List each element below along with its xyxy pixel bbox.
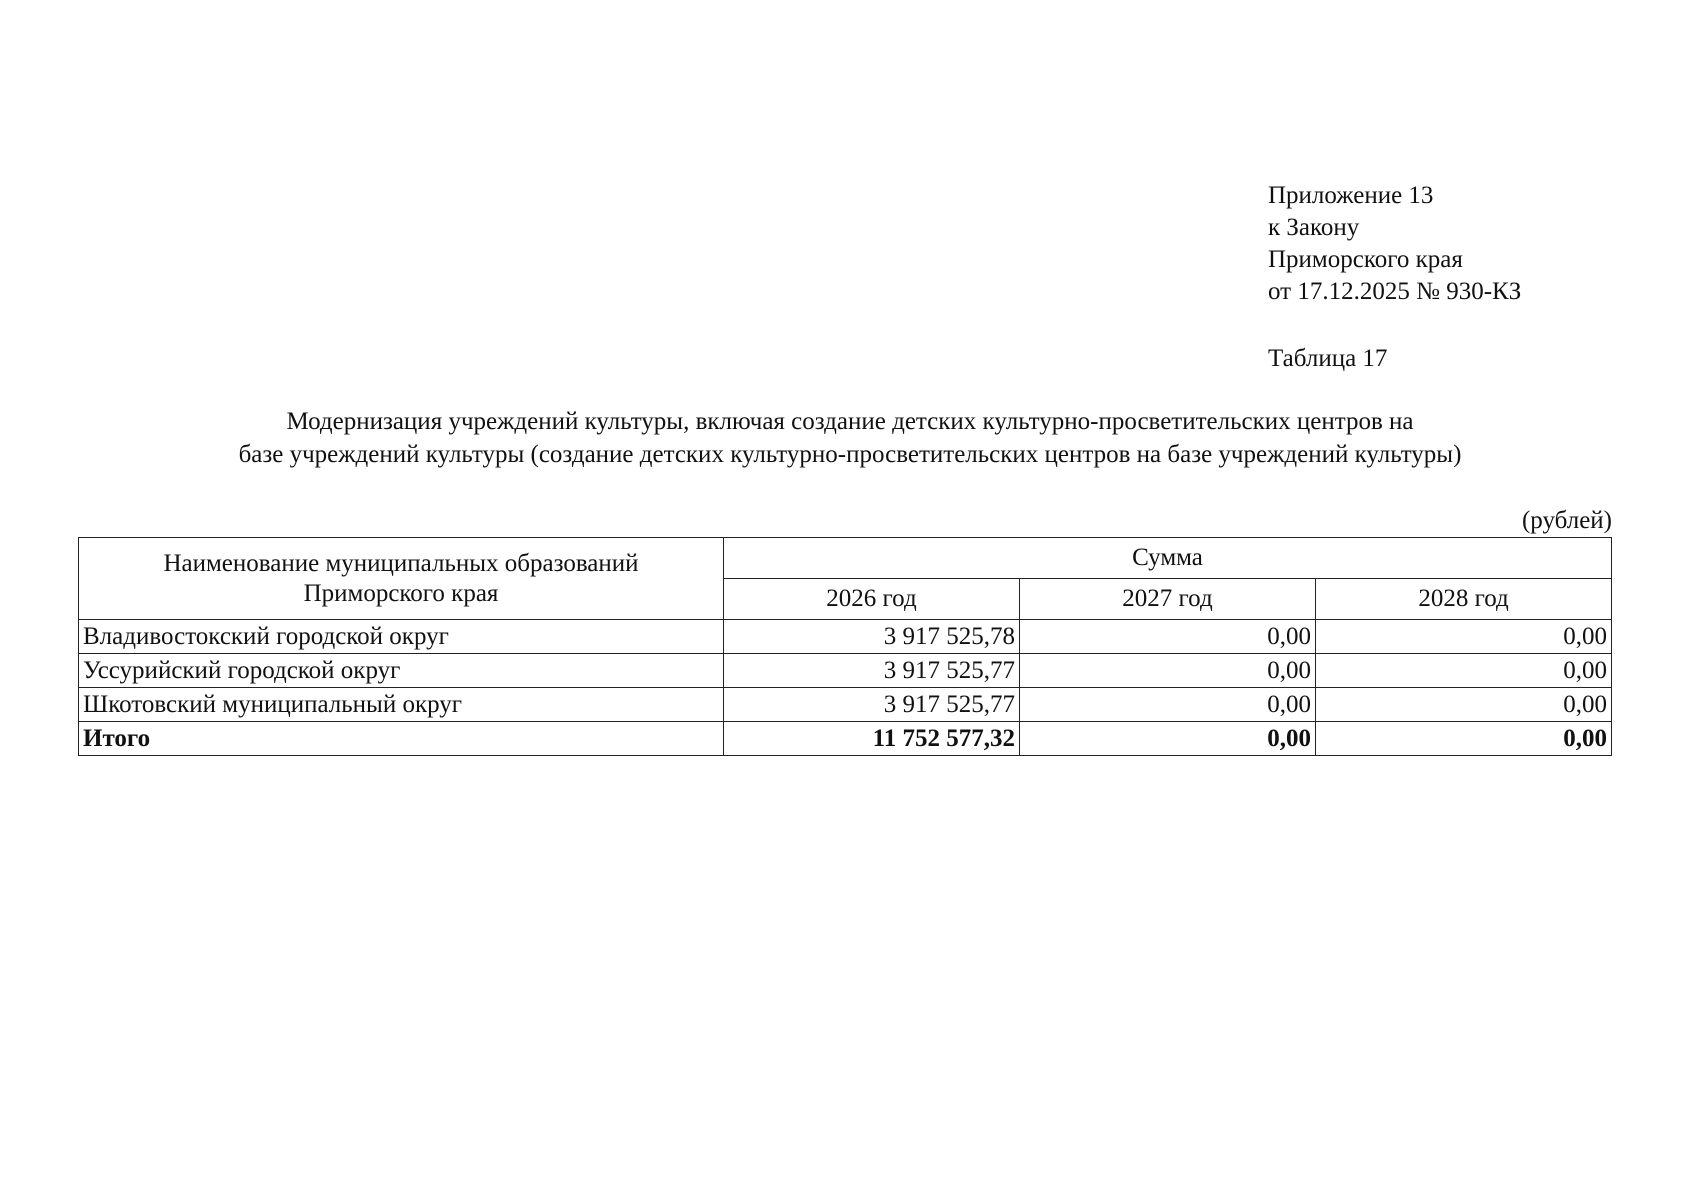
row-value-2028: 0,00 — [1316, 620, 1612, 654]
row-name: Уссурийский городской округ — [79, 654, 724, 688]
document-title — [100, 405, 1600, 471]
header-sum: Сумма — [724, 538, 1612, 579]
total-value-2028: 0,00 — [1316, 722, 1612, 756]
appendix-line: от 17.12.2025 № 930-КЗ — [1268, 278, 1522, 305]
title-line: базе учреждений культуры (создание детских культурно-просветительских центров на базе учреждений культуры) — [238, 441, 1462, 468]
title-line: Модернизация учреждений культуры, включая создание детских культурно-просветительских центров на — [286, 408, 1414, 435]
budget-table — [78, 537, 1612, 756]
row-value-2027: 0,00 — [1020, 654, 1316, 688]
header-year-2027: 2027 год — [1020, 579, 1316, 620]
row-value-2028: 0,00 — [1316, 688, 1612, 722]
appendix-line: Приложение 13 — [1268, 182, 1434, 209]
appendix-line: к Закону — [1268, 214, 1360, 241]
header-name-line: Приморского края — [303, 579, 499, 607]
appendix-line: Приморского края — [1268, 246, 1463, 273]
table-number: Таблица 17 — [1268, 345, 1388, 372]
header-year-2028: 2028 год — [1316, 579, 1612, 620]
row-name: Шкотовский муниципальный округ — [79, 688, 724, 722]
total-label: Итого — [79, 722, 724, 756]
header-name — [79, 538, 724, 620]
table-row — [79, 654, 1612, 688]
header-name-line: Наименование муниципальных образований — [163, 549, 639, 577]
row-value-2027: 0,00 — [1020, 620, 1316, 654]
row-value-2026: 3 917 525,77 — [724, 688, 1020, 722]
row-value-2027: 0,00 — [1020, 688, 1316, 722]
appendix-block — [1268, 180, 1521, 308]
row-name: Владивостокский городской округ — [79, 620, 724, 654]
table-row — [79, 688, 1612, 722]
total-value-2027: 0,00 — [1020, 722, 1316, 756]
table-row — [79, 620, 1612, 654]
row-value-2026: 3 917 525,78 — [724, 620, 1020, 654]
total-value-2026: 11 752 577,32 — [724, 722, 1020, 756]
table-header-row — [79, 538, 1612, 579]
row-value-2028: 0,00 — [1316, 654, 1612, 688]
units-label: (рублей) — [1521, 507, 1612, 534]
row-value-2026: 3 917 525,77 — [724, 654, 1020, 688]
header-year-2026: 2026 год — [724, 579, 1020, 620]
total-row — [79, 722, 1612, 756]
